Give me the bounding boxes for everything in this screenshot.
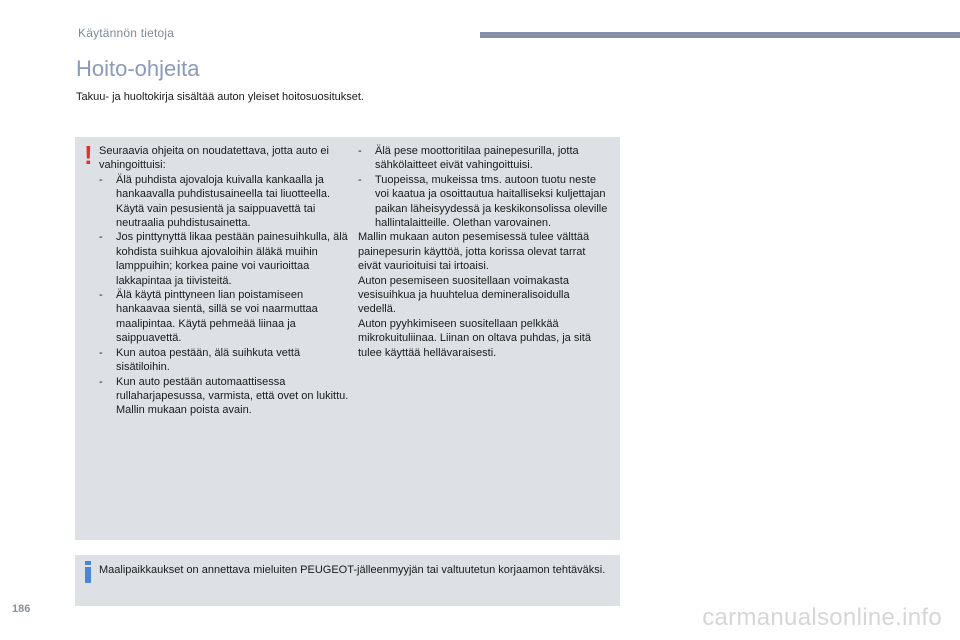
warning-lead: Seuraavia ohjeita on noudatettava, jotta auto ei vahingoittuisi: xyxy=(99,145,329,172)
info-icon-dot xyxy=(85,561,91,565)
intro-text: Takuu- ja huoltokirja sisältää auton yleiset hoitosuositukset. xyxy=(76,91,364,103)
warning-right-column xyxy=(358,144,608,360)
list-item xyxy=(99,288,349,346)
list-item-text: Kun auto pestään automaattisessa rullaharjapesussa, varmista, että ovet on lukittu. Mallin mukaan poista avain. xyxy=(116,375,349,417)
dash: - xyxy=(99,289,103,302)
section-header: Käytännön tietoja xyxy=(78,26,175,40)
list-item-text: Tuopeissa, mukeissa tms. autoon tuotu neste voi kaatua ja osoittautua haitalliseksi kuljettajan paikan läheisyydessä ja keskikonsolissa oleville hallintalaitteille. Olethan varovainen. xyxy=(375,173,608,230)
page-number: 186 xyxy=(12,603,31,615)
warning-paragraph: Auton pesemiseen suositellaan voimakasta vesisuihkua ja huuhtelua demineralisoidulla vedellä. xyxy=(358,274,570,316)
dash: - xyxy=(358,145,362,157)
list-item-text: Älä pese moottoritilaa painepesurilla, jotta sähkölaitteet eivät vahingoittuisi. xyxy=(375,145,579,172)
list-item xyxy=(99,230,349,288)
info-icon xyxy=(84,561,92,583)
dash: - xyxy=(99,375,103,388)
list-item-text: Jos pinttynyttä likaa pestään painesuihkulla, älä kohdista suihkua ajovaloihin äläkä muihin lamppuihin; korkea paine voi vaurioittaa lakkapintaa ja tiivisteitä. xyxy=(116,231,348,287)
list-item xyxy=(358,173,608,231)
dash: - xyxy=(358,173,362,186)
list-item xyxy=(99,173,349,231)
info-icon-stem xyxy=(85,567,91,583)
list-item-text: Älä käytä pinttyneen lian poistamiseen hankaavaa sientä, sillä se voi naarmuttaa maalipintaa. Käytä pehmeää liinaa ja saippuavettä. xyxy=(116,289,318,345)
list-item-text: Älä puhdista ajovaloja kuivalla kankaalla ja hankaavalla puhdistusaineella tai liuotteella. Käytä vain pesusientä ja saippuavettä tai neutraalia puhdistusainetta. xyxy=(116,173,331,230)
dash: - xyxy=(99,231,103,244)
dash: - xyxy=(99,173,103,186)
list-item xyxy=(99,346,349,375)
page-title: Hoito-ohjeita xyxy=(76,56,200,81)
list-item xyxy=(358,144,608,173)
warning-left-column xyxy=(99,144,349,418)
exclamation-icon: ! xyxy=(84,140,93,170)
warning-paragraph: Mallin mukaan auton pesemisessä tulee välttää painepesurin käyttöä, jotta korissa olevat tarrat eivät vaurioituisi tai irtoaisi. xyxy=(358,231,590,273)
watermark: carmanualsonline.info xyxy=(702,604,942,631)
warning-paragraph: Auton pyyhkimiseen suositellaan pelkkää mikrokuituliinaa. Liinan on oltava puhdas, ja sitä tulee käyttää hellävaraisesti. xyxy=(358,317,591,359)
list-item-text: Kun autoa pestään, älä suihkuta vettä sisätiloihin. xyxy=(116,346,301,374)
info-text: Maalipaikkaukset on annettava mieluiten PEUGEOT-jälleenmyyjän tai valtuutetun korjaamon tehtäväksi. xyxy=(99,564,606,576)
dash: - xyxy=(99,346,103,359)
list-item xyxy=(99,375,349,418)
header-bar xyxy=(480,32,960,38)
